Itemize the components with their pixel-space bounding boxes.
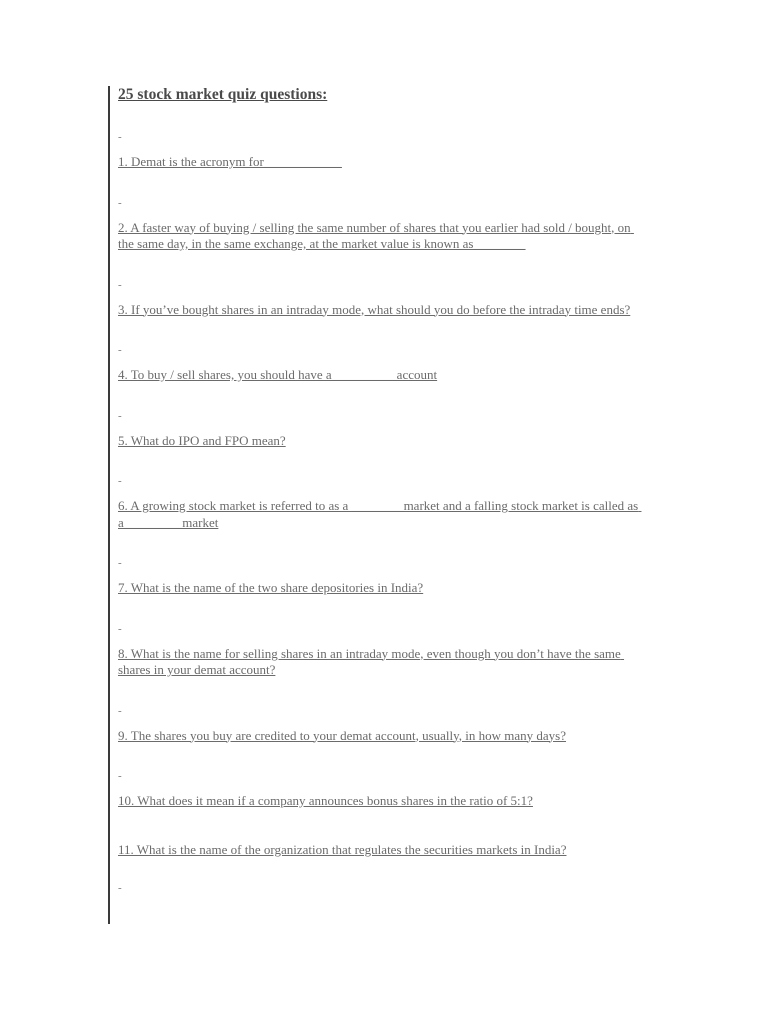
question-3: 3. If you’ve bought shares in an intraday mode, what should you do before the intraday time ends? (118, 301, 631, 317)
left-margin-rule (108, 86, 110, 924)
separator-dash: - (118, 196, 122, 209)
separator-dash: - (118, 622, 122, 635)
question-10: 10. What does it mean if a company announces bonus shares in the ratio of 5:1? (118, 793, 533, 808)
question-5: 5. What do IPO and FPO mean? (118, 432, 286, 448)
document-title: 25 stock market quiz questions: (118, 86, 328, 103)
question-2: 2. A faster way of buying / selling the same number of shares that you earlier had sold / bought, on the same day, in the same exchange, at the market value is known as________ (118, 219, 634, 251)
question-4: 4. To buy / sell shares, you should have a__________account (118, 367, 438, 382)
separator-dash: - (118, 131, 122, 143)
question-7: 7. What is the name of the two share depositories in India? (118, 580, 424, 595)
question-11: 11. What is the name of the organization that regulates the securities markets in India? (118, 841, 567, 857)
separator-dash: - (118, 278, 122, 291)
question-9: 9. The shares you buy are credited to your demat account, usually, in how many days? (118, 727, 567, 743)
question-8: 8. What is the name for selling shares in an intraday mode, even though you don’t have the same shares in your demat account? (118, 645, 625, 677)
document-content (118, 86, 648, 894)
separator-dash: - (118, 344, 122, 356)
question-6: 6. A growing stock market is referred to as a ________market and a falling stock market is called as a_________market (118, 498, 642, 530)
separator-dash: - (118, 409, 122, 422)
separator-dash: - (118, 557, 122, 569)
separator-dash: - (118, 770, 122, 782)
separator-dash: - (118, 882, 122, 894)
separator-dash: - (118, 704, 122, 717)
separator-dash: - (118, 475, 122, 487)
question-1: 1. Demat is the acronym for____________ (118, 154, 342, 169)
